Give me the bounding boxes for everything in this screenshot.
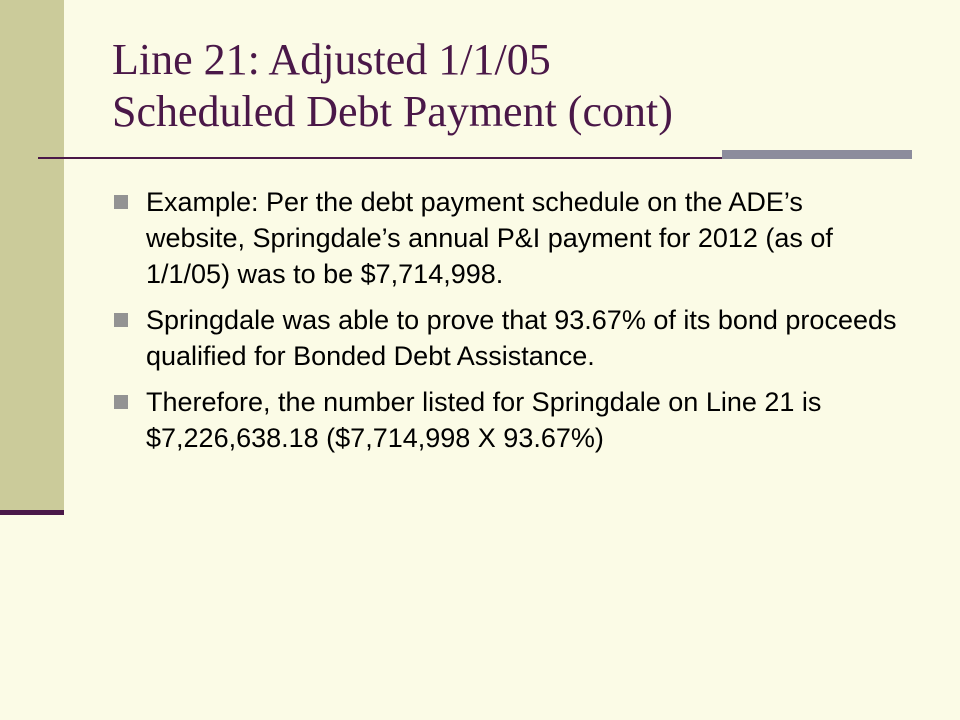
title-accent-bar <box>722 150 912 159</box>
bullet-text: Therefore, the number listed for Springdale on Line 21 is $7,226,638.18 ($7,714,998 X 93.67%) <box>146 387 822 453</box>
square-bullet-icon <box>114 195 128 209</box>
bullet-item <box>114 184 904 292</box>
slide-title <box>112 34 932 138</box>
bullet-text: Example: Per the debt payment schedule on the ADE’s website, Springdale’s annual P&I payment for 2012 (as of 1/1/05) was to be $7,714,998. <box>146 187 833 289</box>
slide-title-line-1: Line 21: Adjusted 1/1/05 <box>112 35 551 84</box>
square-bullet-icon <box>114 395 128 409</box>
sidebar-underline <box>0 510 64 515</box>
sidebar-decoration <box>0 0 64 510</box>
bullet-list <box>114 184 904 466</box>
bullet-item <box>114 302 904 374</box>
bullet-item <box>114 384 904 456</box>
slide-title-line-2: Scheduled Debt Payment (cont) <box>112 87 673 136</box>
bullet-text: Springdale was able to prove that 93.67% of its bond proceeds qualified for Bonded Debt Assistance. <box>146 305 897 371</box>
square-bullet-icon <box>114 313 128 327</box>
